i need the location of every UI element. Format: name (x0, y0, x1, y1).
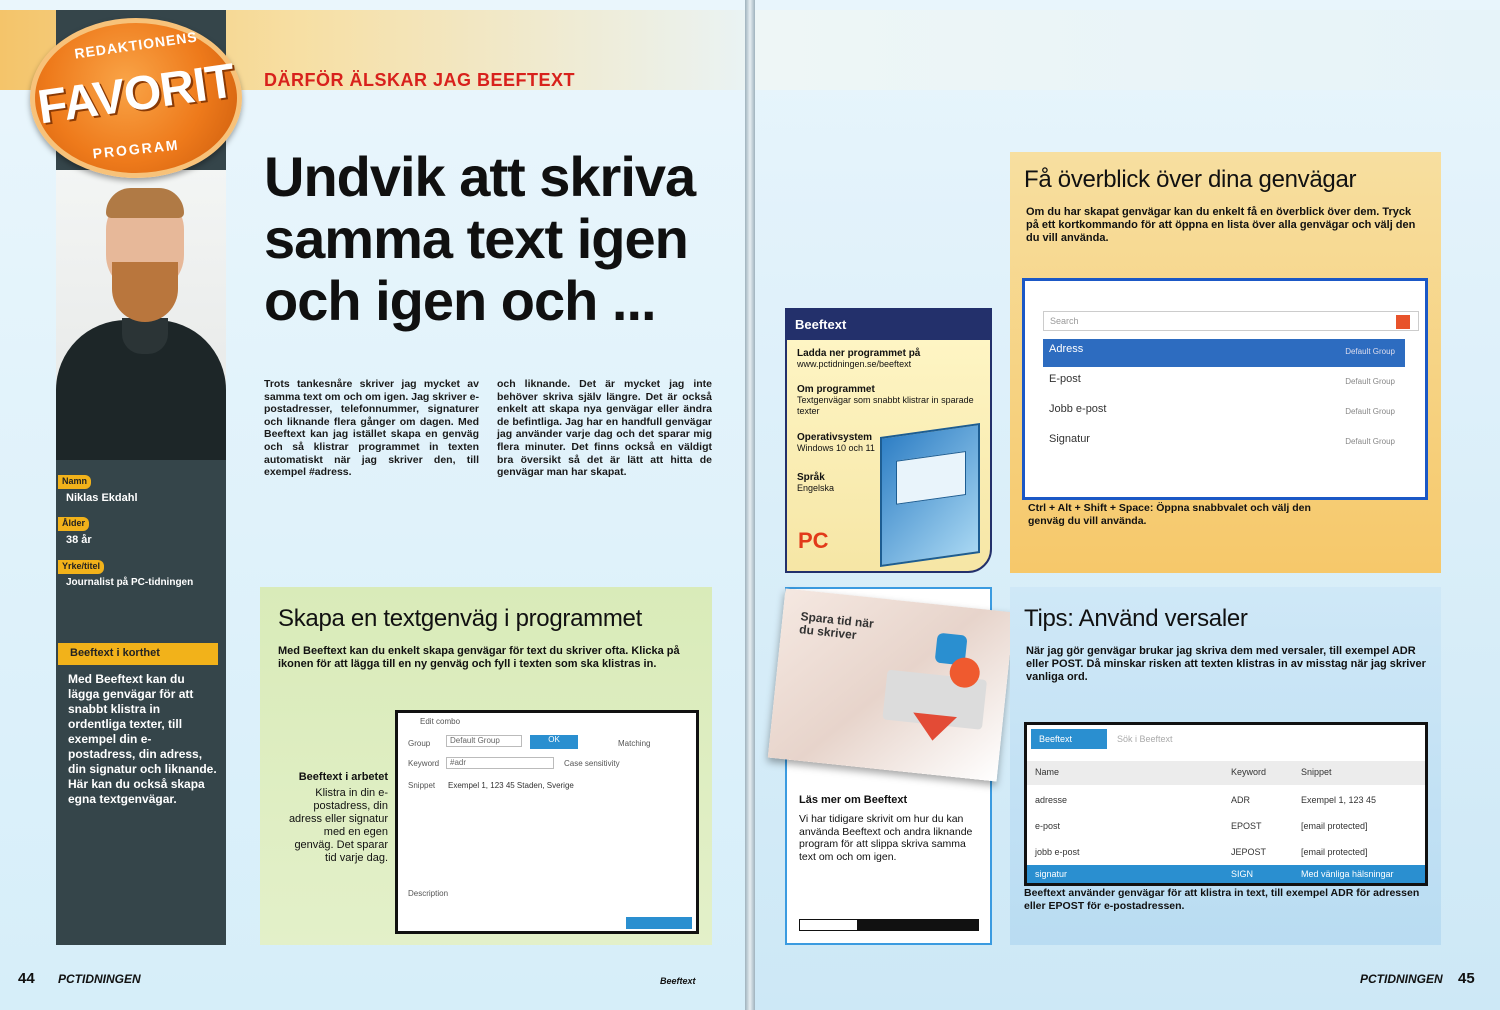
article-kicker: DÄRFÖR ÄLSKAR JAG BEEFTEXT (264, 70, 576, 90)
combo-group: Default Group (1345, 407, 1395, 416)
column-header-name[interactable]: Name (1035, 767, 1060, 777)
right-top-band (755, 10, 1500, 90)
author-portrait (56, 170, 226, 460)
read-more-heading: Läs mer om Beeftext (799, 794, 908, 806)
name-label: Namn (58, 475, 91, 489)
badge-top-text: REDAKTIONENS (73, 28, 199, 62)
info-os-label: Operativsystem (797, 432, 873, 443)
combo-picker-search-input[interactable] (1043, 311, 1419, 331)
overview-heading: Få överblick över dina genvägar (1024, 166, 1357, 193)
combo-picker-screenshot (1022, 278, 1428, 500)
table-cell-snippet: Exempel 1, 123 45 (1301, 795, 1377, 805)
spread-gutter (745, 0, 755, 1010)
table-cell-keyword: ADR (1231, 795, 1251, 805)
left-magazine-name: PCTIDNINGEN (58, 972, 141, 986)
name-value: Niklas Ekdahl (66, 492, 138, 504)
article-title: Undvik att skriva samma text igen och igen och ... (264, 145, 696, 332)
combo-name: Adress (1049, 343, 1084, 355)
info-language-label: Språk (797, 472, 825, 483)
software-box-image (880, 423, 980, 567)
tip-caption: Beeftext använder genvägar för att klistra in text, till exempel ADR för adressen eller EPOST för e-postadressen. (1024, 887, 1420, 912)
badge-main-text: FAVORIT (34, 54, 238, 135)
dialog-matching-label: Matching (618, 739, 651, 748)
info-language (797, 472, 887, 494)
column-header-keyword[interactable]: Keyword (1231, 767, 1267, 777)
beeftext-main-window-screenshot (1024, 722, 1428, 886)
combo-group: Default Group (1345, 347, 1395, 356)
dialog-description-label: Description (408, 889, 449, 898)
table-cell-name: signatur (1035, 869, 1068, 879)
right-page-number: 45 (1458, 970, 1475, 987)
tab-beeftext[interactable]: Beeftext (1031, 729, 1107, 749)
combo-row[interactable] (1043, 429, 1405, 457)
right-magazine-name: PCTIDNINGEN (1360, 972, 1443, 986)
combo-row[interactable] (1043, 339, 1405, 367)
combo-row[interactable] (1043, 369, 1405, 397)
info-about-label: Om programmet (797, 384, 875, 395)
overview-body: Om du har skapat genvägar kan du enkelt få en överblick över dem. Tryck på ett kortkommando för att öppna en lista över alla genvägar och välj den du vill använda. (1026, 206, 1416, 244)
dialog-snippet-label: Snippet (408, 781, 436, 790)
info-about (797, 384, 982, 417)
body-column-1: Trots tankesnåre skriver jag mycket av samma text om och om igen. Jag skriver e-postadresser, telefonnummer, signaturer och liknande flera gånger om dagen. Med Beeftext kan jag istället skapa en genväg och så klistrar programmet in texten automatiskt när jag skriver den, till exempel #adress. (264, 378, 479, 479)
create-shortcut-caption: Klistra in din e-postadress, din adress eller signatur med en egen genväg. Det sparar tid varje dag. (288, 787, 388, 864)
dialog-group-label: Group (408, 739, 431, 748)
combo-name: E-post (1049, 373, 1081, 385)
magazine-spread-thumbnail (768, 588, 1015, 781)
combo-group: Default Group (1345, 437, 1395, 446)
dialog-case-label: Case sensitivity (564, 759, 620, 768)
combo-group: Default Group (1345, 377, 1395, 386)
create-shortcut-caption-heading: Beeftext i arbetet (298, 771, 388, 783)
table-cell-snippet: [email protected] (1301, 821, 1368, 831)
edit-combo-dialog-screenshot (395, 710, 699, 934)
info-os (797, 432, 887, 454)
table-cell-name: e-post (1035, 821, 1061, 831)
body-column-2: och liknande. Det är mycket jag inte behöver skriva själv längre. Det är också enkelt att skapa nya genvägar eller ändra de befintliga. Jag har en handfull genvägar jag använder varje dag och det sparar mig flera minuter. Det finns också en väldigt bra översikt så det är lätt att hitta de genvägar man har skapat. (497, 378, 712, 479)
info-download-value: www.pctidningen.se/beeftext (797, 359, 912, 369)
create-shortcut-heading: Skapa en textgenväg i programmet (278, 605, 642, 632)
pc-logo: PC (798, 528, 829, 553)
badge-bottom-text: PROGRAM (91, 136, 181, 162)
thumbnail-title: Spara tid när du skriver (798, 609, 875, 643)
column-header-snippet[interactable]: Snippet (1301, 767, 1332, 777)
favorite-body: Med Beeftext kan du lägga genvägar för att snabbt klistra in ordentliga texter, till exempel din e-postadress, din adress, din signatur och liknande. Här kan du också skapa egna textgenvägar. (68, 672, 217, 806)
table-cell-keyword: SIGN (1231, 869, 1254, 879)
info-download-label: Ladda ner programmet på (797, 348, 921, 359)
table-header (1027, 761, 1425, 785)
info-os-value: Windows 10 och 11 (797, 443, 875, 453)
table-cell-name: adresse (1035, 795, 1068, 805)
info-about-value: Textgenvägar som snabbt klistrar in sparade texter (797, 395, 974, 416)
dialog-title: Edit combo (420, 717, 461, 726)
left-page-number: 44 (18, 970, 35, 987)
age-value: 38 år (66, 534, 92, 546)
info-language-value: Engelska (797, 483, 835, 493)
table-row-selected[interactable] (1027, 865, 1425, 883)
age-label: Ålder (58, 517, 89, 531)
favorite-program-badge (30, 18, 242, 178)
dialog-keyword-label: Keyword (408, 759, 440, 768)
tip-body: När jag gör genvägar brukar jag skriva dem med versaler, till exempel ADR eller POST. Då minskar risken att texten klistras in av misstag när jag skriver vanliga ord. (1026, 645, 1426, 683)
table-cell-snippet: [email protected] (1301, 847, 1368, 857)
red-arrow-graphic (911, 712, 957, 742)
favorite-heading: Beeftext i korthet (58, 643, 218, 665)
close-icon[interactable] (1396, 315, 1410, 329)
read-more-progress-bar (799, 919, 979, 931)
combo-picker-search-placeholder: Search (1050, 316, 1079, 326)
left-footer-label: Beeftext (660, 976, 696, 986)
table-cell-keyword: EPOST (1231, 821, 1262, 831)
program-info-header: Beeftext (787, 310, 990, 340)
dialog-snippet-text[interactable]: Exempel 1, 123 45 Staden, Sverige (448, 781, 574, 790)
info-download (797, 348, 982, 370)
overview-caption: Ctrl + Alt + Shift + Space: Öppna snabbvalet och välj den genväg du vill använda. (1028, 502, 1311, 527)
create-shortcut-body: Med Beeftext kan du enkelt skapa genvägar för text du skriver ofta. Klicka på ikonen för att lägga till en ny genväg och fyll i texten som ska klistras in. (278, 645, 680, 670)
combo-name: Jobb e-post (1049, 403, 1107, 415)
dialog-keyword-field[interactable]: #adr (446, 757, 554, 769)
role-value: Journalist på PC-tidningen (66, 577, 194, 588)
read-more-body: Vi har tidigare skrivit om hur du kan använda Beeftext och andra liknande program för att slippa skriva samma text om och om igen. (799, 813, 973, 863)
dialog-save-button[interactable] (626, 917, 692, 929)
dialog-ok-button[interactable]: OK (530, 735, 578, 749)
combo-row[interactable] (1043, 399, 1405, 427)
combo-name: Signatur (1049, 433, 1090, 445)
table-cell-name: jobb e-post (1035, 847, 1080, 857)
table-cell-keyword: JEPOST (1231, 847, 1267, 857)
table-cell-snippet: Med vänliga hälsningar (1301, 869, 1394, 879)
role-label: Yrke/titel (58, 560, 104, 574)
dialog-group-field[interactable]: Default Group (446, 735, 522, 747)
beeftext-search-input[interactable]: Sök i Beeftext (1117, 734, 1173, 744)
tip-heading: Tips: Använd versaler (1024, 605, 1248, 632)
